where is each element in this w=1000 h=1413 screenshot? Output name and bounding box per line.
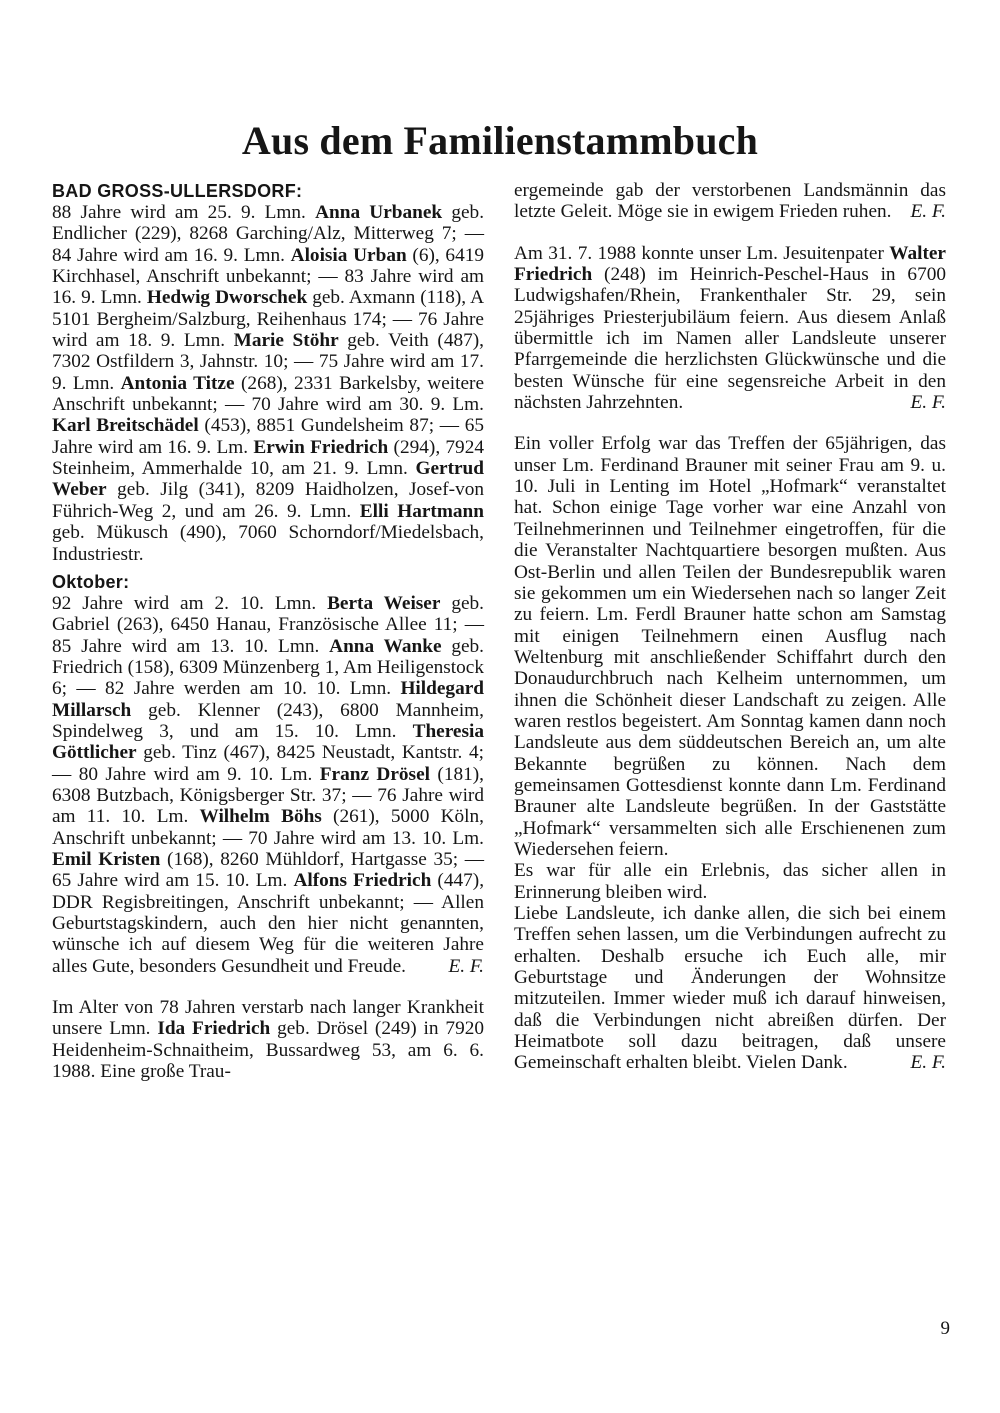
left-column xyxy=(52,180,484,1082)
person-name: Franz Drösel xyxy=(319,763,430,785)
person-name: Aloisia Urban xyxy=(290,244,407,266)
person-name: Anna Wanke xyxy=(329,635,442,657)
signature: E. F. xyxy=(448,955,484,977)
person-name: Ida Friedrich xyxy=(157,1018,271,1040)
page-title: Aus dem Familienstammbuch xyxy=(241,118,759,163)
person-name: Alfons Friedrich xyxy=(293,870,432,892)
birthday-list-september: 88 Jahre wird am 25. 9. Lmn. Anna Urbanek geb. Endlicher (229), 8268 Garching/Alz, Mitterweg 7; — 84 Jahre wird am 16. 9. Lmn. Aloisia Urban (6), 6419 Kirchhasel, Anschrift unbekannt; — 83 Jahre wird am 16. 9. Lmn. Hedwig Dworschek geb. Axmann (118), A 5101 Bergheim/Salzburg, Reihenhaus 174; — 76 Jahre wird am 18. 9. Lmn. Marie Stöhr geb. Veith (487), 7302 Ostfildern 3, Jahnstr. 10; — 75 Jahre wird am 17. 9. Lmn. Antonia Titze (268), 2331 Barkelsby, weitere Anschrift unbekannt; — 70 Jahre wird am 30. 9. Lm. Karl Breitschädel (453), 8851 Gundelsheim 87; — 65 Jahre wird am 16. 9. Lm. Erwin Friedrich (294), 7924 Steinheim, Ammerhalde 10, am 21. 9. Lmn. Gertrud Weber geb. Jilg (341), 8209 Haidholzen, Josef-von Führich-Weg 2, und am 26. 9. Lmn. Elli Hartmann geb. Mükusch (490), 7060 Schorndorf/Miedelsbach, Industriestr. xyxy=(52,202,485,565)
person-name: Erwin Friedrich xyxy=(253,436,389,458)
obituary-continuation: ergemeinde gab der verstorbenen Landsmännin das letzte Geleit. Möge sie in ewigem Frieden ruhen. E. F. xyxy=(514,180,946,223)
right-column xyxy=(514,180,946,1074)
obituary-paragraph: Im Alter von 78 Jahren verstarb nach langer Krankheit unsere Lmn. Ida Friedrich geb. Drösel (249) in 7920 Heidenheim-Schnaitheim, Bussardweg 53, am 6. 6. 1988. Eine große Trau- xyxy=(52,997,484,1083)
person-name: Wilhelm Böhs xyxy=(199,806,322,828)
person-name: Elli Hartmann xyxy=(359,500,484,522)
birthday-list-october: 92 Jahre wird am 2. 10. Lmn. Berta Weiser geb. Gabriel (263), 6450 Hanau, Französische Allee 11; — 85 Jahre wird am 13. 10. Lmn. Anna Wanke geb. Friedrich (158), 6309 Münzenberg 1, Am Heiligenstock 6; — 82 Jahre werden am 10. 10. Lmn. Hildegard Millarsch geb. Klenner (243), 6800 Mannheim, Spindelweg 3, und am 15. 10. Lmn. Theresia Göttlicher geb. Tinz (467), 8425 Neustadt, Kantstr. 4; — 80 Jahre wird am 9. 10. Lm. Franz Drösel (181), 6308 Butzbach, Königsberger Str. 37; — 76 Jahre wird am 11. 10. Lm. Wilhelm Böhs (261), 5000 Köln, Anschrift unbekannt; — 70 Jahre wird am 13. 10. Lm. Emil Kristen (168), 8260 Mühldorf, Hartgasse 35; — 65 Jahre wird am 15. 10. Lm. Alfons Friedrich (447), DDR Regisbreitingen, Anschrift unbekannt; — Allen Geburtstagskindern, auch den hier nicht genannten, wünsche ich auf diesem Weg für die weiteren Jahre alles Gute, besonders Gesundheit und Freude. E. F. xyxy=(52,592,485,977)
appeal-paragraph: Liebe Landsleute, ich danke allen, die sich bei einem Treffen sehen lassen, um die Verbindungen aufrecht zu erhalten. Deshalb ersuche ich Euch alle, mir Geburtstage und Änderungen der Wohnsitze mitzuteilen. Immer wieder muß ich darauf hinweisen, daß die Verbindungen nicht abreißen dürfen. Der Heimatbote soll dazu beitragen, daß unsere Gemeinschaft erhalten bleibt. Vielen Dank. E. F. xyxy=(514,903,946,1074)
person-name: Antonia Titze xyxy=(120,372,235,394)
jubilee-paragraph: Am 31. 7. 1988 konnte unser Lm. Jesuitenpater Walter Friedrich (248) im Heinrich-Peschel-Haus in 6700 Ludwigshafen/Rhein, Frankenthaler Str. 29, sein 25jähriges Priesterjubiläum feiern. Aus diesem Anlaß übermittle ich im Namen aller Landsleute unserer Pfarrgemeinde die herzlichsten Glückwünsche und die besten Wünsche für eine segensreiche Arbeit in den nächsten Jahrzehnten. E. F. xyxy=(514,242,946,414)
signature: E. F. xyxy=(910,201,946,223)
page-number: 9 xyxy=(940,1318,950,1339)
person-name: Berta Weiser xyxy=(327,592,441,614)
person-name: Hildegard Millarsch xyxy=(52,678,484,721)
person-name: Anna Urbanek xyxy=(315,202,443,223)
reunion-closing: Es war für alle ein Erlebnis, das sicher allen in Erinnerung bleiben wird. xyxy=(514,860,946,903)
signature: E. F. xyxy=(910,1052,946,1074)
person-name: Theresia Göttlicher xyxy=(52,720,484,764)
person-name: Marie Stöhr xyxy=(233,330,339,352)
person-name: Gertrud Weber xyxy=(52,458,484,501)
reunion-paragraph: Ein voller Erfolg war das Treffen der 65jährigen, das unser Lm. Ferdinand Brauner mit seiner Frau am 9. u. 10. Juli in Lenting im Hotel „Hofmark“ veranstaltet hat. Schon einige Tage vorher war eine Anzahl von Teilnehmerinnen und Teilnehmer eingetroffen, für die die Veranstalter Nachtquartiere besorgen mußten. Aus Ost-Berlin und allen Teilen der Bundesrepublik waren sie gekommen um ein Wiedersehen nach so langer Zeit zu feiern. Lm. Ferdl Brauner hatte schon am Samstag mit einigen Teilnehmern einen Ausflug nach Weltenburg mit anschließender Schiffahrt durch den Donaudurchbruch nach Kelheim unternommen, um ihnen die Schönheit dieser Landschaft zu zeigen. Alle waren restlos begeistert. Am Sonntag kamen dann noch Landsleute aus dem süddeutschen Bereich an, um alte Bekannte begrüßen zu können. Nach dem gemeinsamen Gottesdienst konnte dann Lm. Ferdinand Brauner alte Landsleute begrüßen. In der Gaststätte „Hofmark“ versammelten sich alle Erschienenen zum Wiedersehen feiern. xyxy=(514,433,946,860)
person-name: Karl Breitschädel xyxy=(52,415,199,437)
person-name: Emil Kristen xyxy=(52,848,161,870)
signature: E. F. xyxy=(910,392,946,414)
person-name: Walter Friedrich xyxy=(514,242,946,286)
section-heading-oktober: Oktober: xyxy=(52,571,130,592)
section-heading-bad-gross-ullersdorf: BAD GROSS-ULLERSDORF: xyxy=(52,181,303,201)
person-name: Hedwig Dworschek xyxy=(146,287,308,309)
